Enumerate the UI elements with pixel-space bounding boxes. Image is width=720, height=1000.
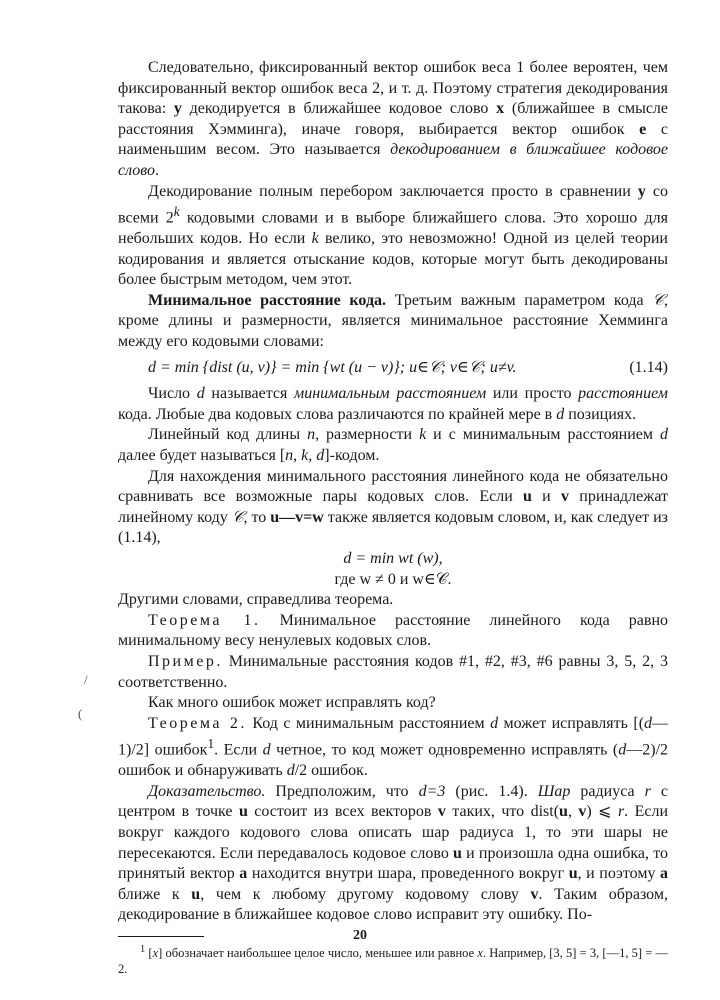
theorem-1-label: Теорема 1. <box>148 611 261 629</box>
margin-mark: ( <box>78 706 83 721</box>
equation-body: d = min {dist (u, v)} = min {wt (u − v)}; u∈𝒞; v∈𝒞; u≠v. <box>148 358 517 376</box>
term-nearest-codeword: декодированием в ближайшее кодовое слово <box>118 141 669 179</box>
paragraph-brute-force: Декодирование полным перебором заключается просто в сравнении y со всеми 2$^k$ кодовыми словами и в выборе ближайшего слова. Это хорошо для небольших кодов. Но если k велико, это невозможно! Одной из целей теории кодирования и является отыскание кодов, которые могут быть декодированы более быстрым методом, чем этот. <box>118 182 668 289</box>
paragraph-min-distance: Минимальное расстояние кода. Третьим важным параметром кода 𝒞, кроме длины и размерности, является минимальное расстояние Хемминга между его кодовыми словами: <box>118 291 668 351</box>
paragraph-theorem-intro: Другими словами, справедлива теорема. <box>118 591 394 609</box>
equation-number: (1.14) <box>629 358 668 376</box>
example-label: Пример. <box>148 652 223 670</box>
page-body <box>118 58 668 977</box>
theorem-1: Теорема 1. Минимальное расстояние линейного кода равно минимальному весу ненулевых кодовых слов. <box>118 611 668 650</box>
proof-label: Доказательство. <box>148 782 266 800</box>
margin-mark: / <box>84 672 88 687</box>
paragraph-linear-code: Для нахождения минимального расстояния линейного кода не обязательно сравнивать все возможные пары кодовых слов. Если u и v принадлежат линейному коду 𝒞, то u—v=w также является кодовым словом, и, как следует из (1.14), <box>118 467 669 547</box>
paragraph-distance-definition: Число d называется минимальным расстоянием или просто расстоянием кода. Любые два кодовых слова различаются по крайней мере в d позициях. <box>118 385 669 423</box>
proof: Доказательство. Предположим, что d=3 (рис. 1.4). Шар радиуса r с центром в точке u состоит из всех векторов v таких, что dist(u, v) ⩽ r. Если вокруг каждого кодового слова описать шар радиуса 1, то эти шары не пересекаются. Если передавалось кодовое слово u и произошла одна ошибка, то принятый вектор a находится внутри шара, проведенного вокруг u, и поэтому a ближе к u, чем к любому другому кодовому слову v. Таким образом, декодирование в ближайшее кодовое слово исправит эту ошибку. По- <box>118 782 669 924</box>
footnote-ref: 1 <box>207 736 215 752</box>
theorem-2-label: Теорема 2. <box>148 714 247 732</box>
equation-1-14 <box>148 358 668 379</box>
example: Пример. Минимальные расстояния кодов #1, #2, #3, #6 равны 3, 5, 2, 3 соответственно. <box>118 652 668 691</box>
question: Как много ошибок может исправлять код? <box>148 694 436 712</box>
page-number: 20 <box>353 928 367 943</box>
footnote: $^1$ [x] обозначает наибольшее целое число, меньшее или равное x. Например, [3, 5] = 3, [—1, 5] = —2. <box>118 944 668 977</box>
equation-min-weight: d = min wt (w), <box>343 549 443 567</box>
equation-min-weight-condition: где w ≠ 0 и w∈𝒞. <box>334 570 452 588</box>
section-heading: Минимальное расстояние кода. <box>148 291 387 309</box>
paragraph-decoding-strategy: Следовательно, фиксированный вектор ошибок веса 1 более вероятен, чем фиксированный вектор ошибок веса 2, и т. д. Поэтому стратегия декодирования такова: y декодируется в ближайшее кодовое слово x (ближайшее в смысле расстояния Хэмминга), иначе говоря, выбирается вектор ошибок e с наименьшим весом. Это называется декодированием в ближайшее кодовое слово. <box>118 59 669 179</box>
paragraph-nkd-code: Линейный код длины n, размерности k и с минимальным расстоянием d далее будет называться [n, k, d]-кодом. <box>118 426 669 465</box>
theorem-2: Теорема 2. Код с минимальным расстоянием d может исправлять [(d—1)/2] ошибок$^1$. Если d четное, то код может одновременно исправлять (d—2)/2 ошибок и обнаруживать d/2 ошибок. <box>118 714 669 780</box>
